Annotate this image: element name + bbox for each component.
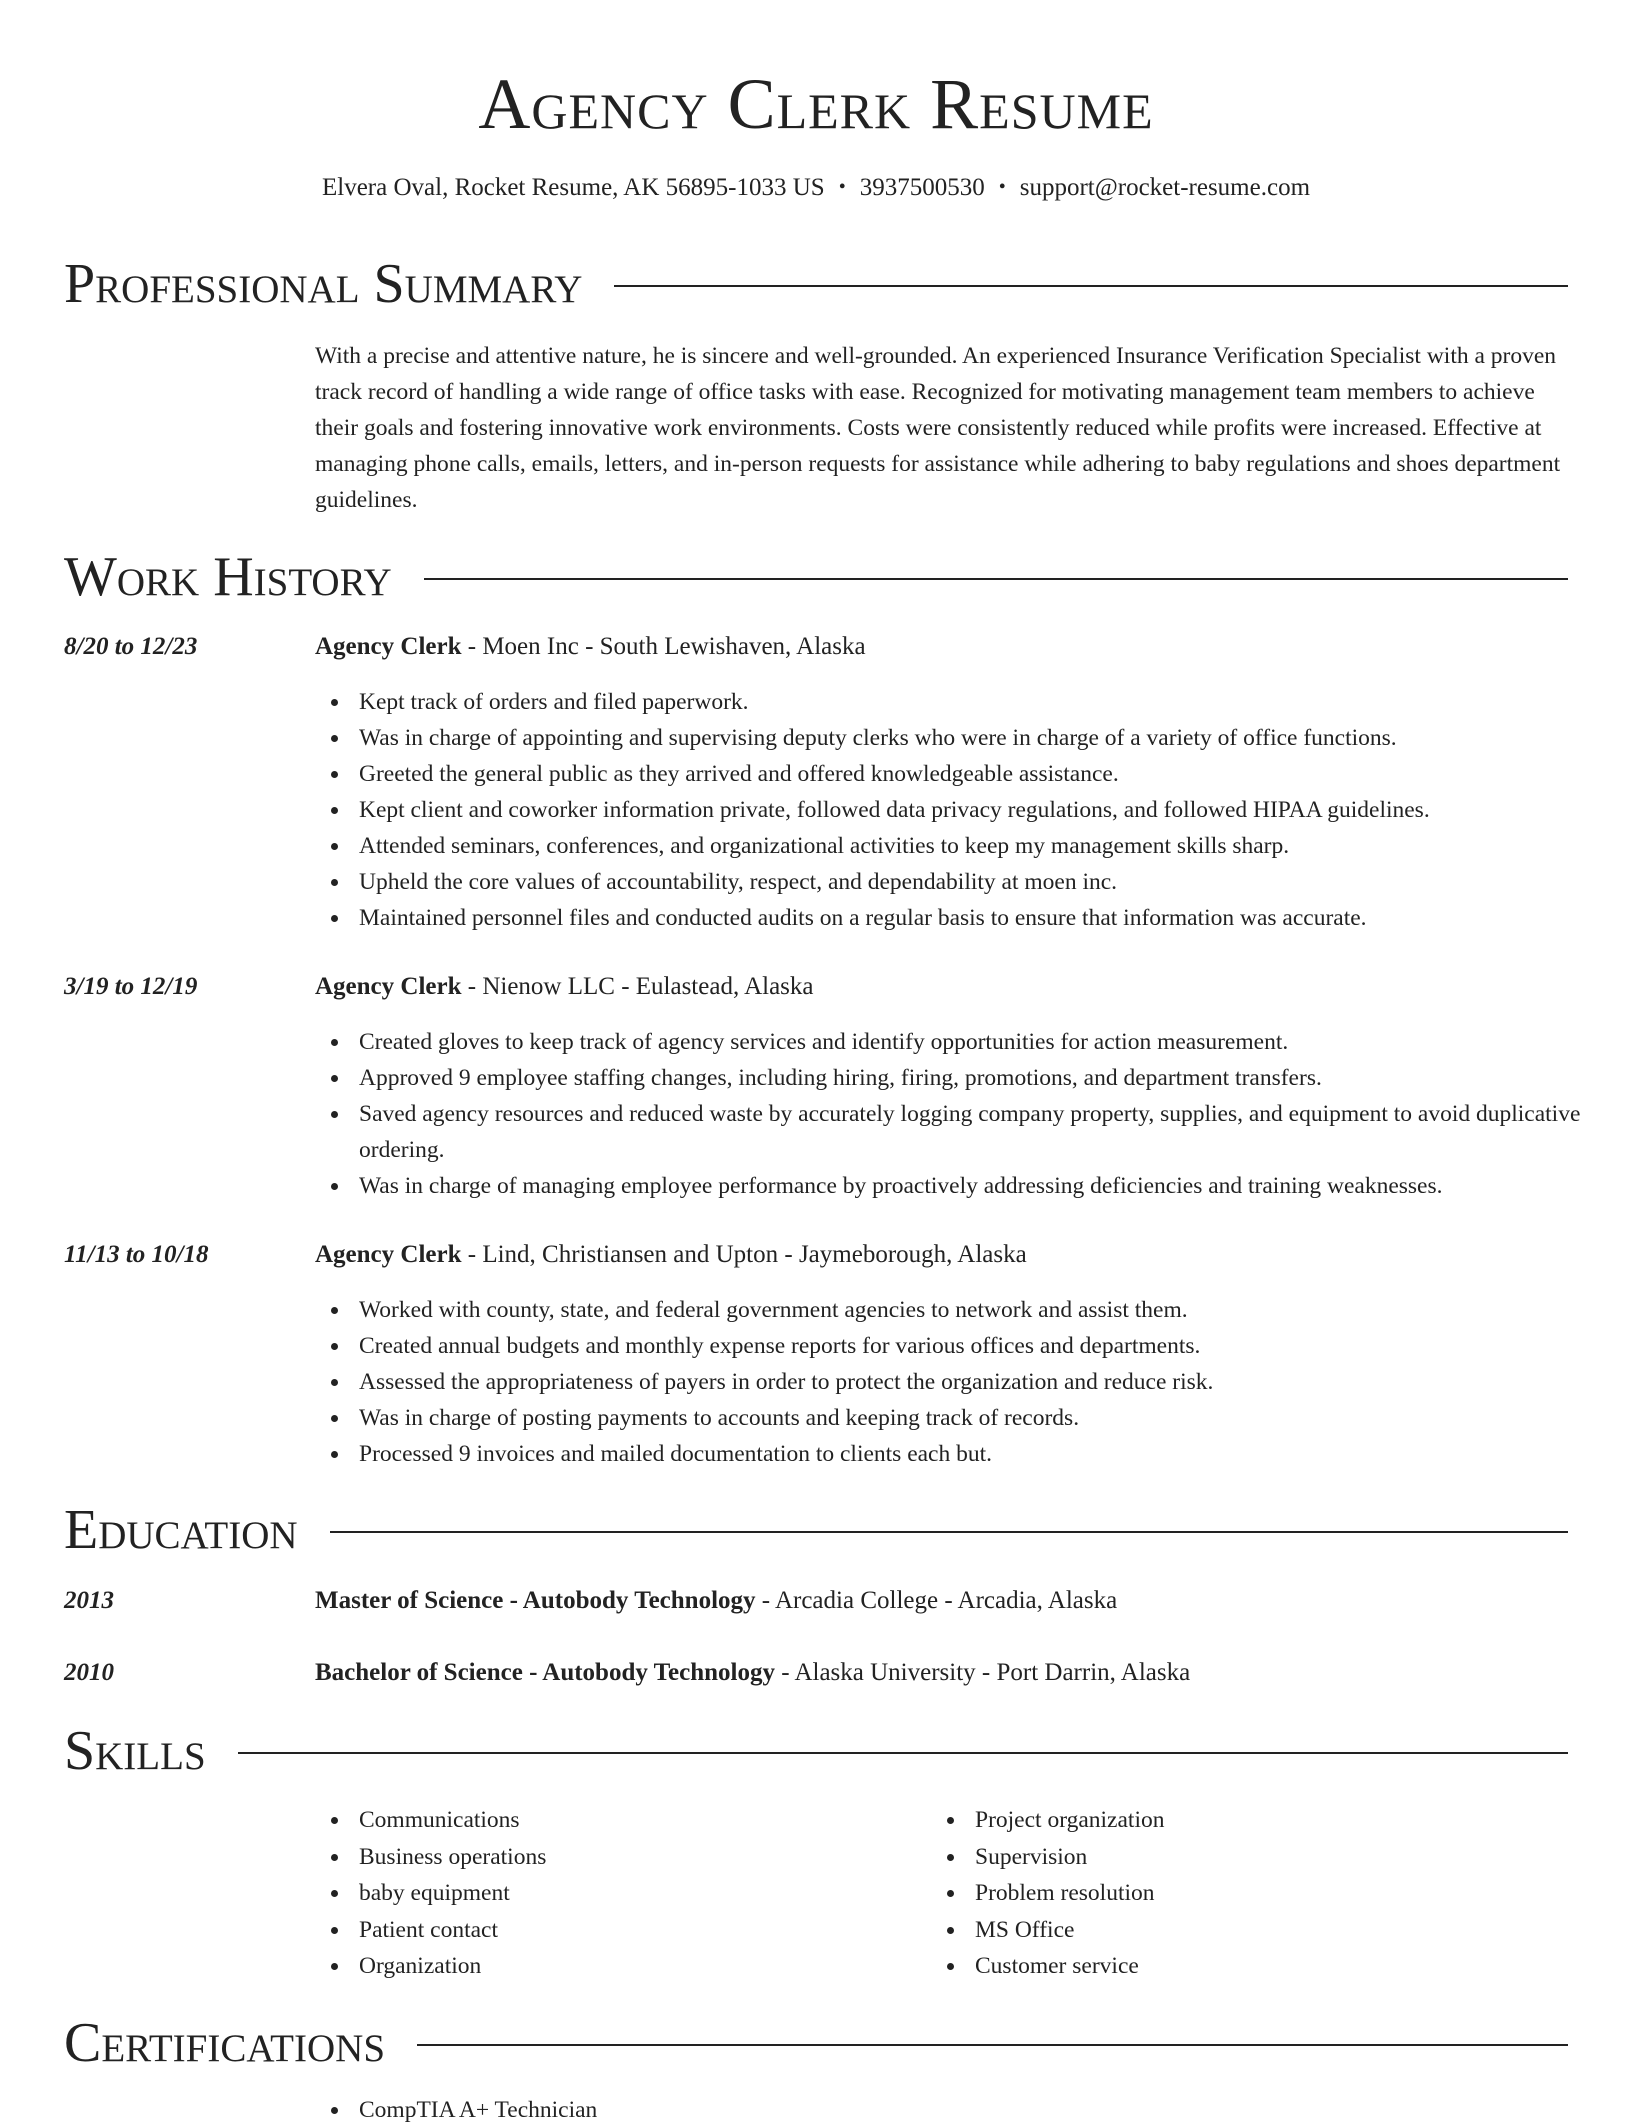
list-item: Was in charge of managing employee performance by proactively addressing deficiencies and training weaknesses. <box>359 1168 1612 1204</box>
work-bullets <box>315 1024 1612 1204</box>
list-item: Saved agency resources and reduced waste by accurately logging company property, supplies, and equipment to avoid duplicative ordering. <box>359 1096 1612 1168</box>
list-item: Maintained personnel files and conducted audits on a regular basis to ensure that information was accurate. <box>359 900 1612 936</box>
work-dates: 11/13 to 10/18 <box>64 1241 209 1268</box>
education-year: 2013 <box>64 1587 114 1614</box>
skill-item: Project organization <box>975 1802 1164 1839</box>
education-year: 2010 <box>64 1659 114 1686</box>
certifications-list <box>315 2092 1612 2128</box>
work-heading <box>315 1237 1027 1273</box>
section-divider <box>238 1752 1568 1754</box>
list-item: Assessed the appropriateness of payers in order to protect the organization and reduce risk. <box>359 1364 1612 1400</box>
section-title: Skills <box>64 1720 206 1782</box>
contact-separator: • <box>838 176 846 198</box>
job-title: Agency Clerk <box>315 1241 462 1268</box>
section-title: Education <box>64 1499 298 1561</box>
work-bullets <box>315 1292 1612 1472</box>
skill-item: Communications <box>359 1802 546 1839</box>
skill-item: Patient contact <box>359 1912 546 1949</box>
list-item: Worked with county, state, and federal government agencies to network and assist them. <box>359 1292 1612 1328</box>
list-item: Upheld the core values of accountability, respect, and dependability at moen inc. <box>359 864 1612 900</box>
school: - Arcadia College - Arcadia, Alaska <box>755 1587 1118 1614</box>
section-divider <box>614 285 1568 287</box>
skill-item: Business operations <box>359 1839 546 1876</box>
skills-list-left <box>315 1802 546 1985</box>
education-heading <box>315 1583 1117 1619</box>
contact-address: Elvera Oval, Rocket Resume, AK 56895-1033 US <box>321 174 825 201</box>
list-item: Approved 9 employee staffing changes, including hiring, firing, promotions, and department transfers. <box>359 1060 1612 1096</box>
section-header-work <box>64 545 1568 609</box>
list-item: Processed 9 invoices and mailed documentation to clients each but. <box>359 1436 1612 1472</box>
certification-item: CompTIA A+ Technician <box>359 2092 1612 2128</box>
skill-item: MS Office <box>975 1912 1164 1949</box>
job-employer: - Lind, Christiansen and Upton - Jaymeborough, Alaska <box>461 1241 1027 1268</box>
education-heading <box>315 1655 1190 1691</box>
skill-item: Supervision <box>975 1839 1164 1876</box>
contact-separator: • <box>998 176 1006 198</box>
work-heading <box>315 629 866 665</box>
section-title: Certifications <box>64 2012 386 2074</box>
skill-item: Customer service <box>975 1948 1164 1985</box>
skill-item: baby equipment <box>359 1875 546 1912</box>
contact-phone: 3937500530 <box>859 174 985 201</box>
section-header-summary <box>64 252 1568 316</box>
work-dates: 8/20 to 12/23 <box>64 633 198 660</box>
work-heading <box>315 969 814 1005</box>
work-dates: 3/19 to 12/19 <box>64 973 198 1000</box>
job-employer: - Moen Inc - South Lewishaven, Alaska <box>461 633 866 660</box>
list-item: Kept track of orders and filed paperwork. <box>359 684 1612 720</box>
job-title: Agency Clerk <box>315 973 462 1000</box>
skill-item: Problem resolution <box>975 1875 1164 1912</box>
skills-list-right <box>931 1802 1164 1985</box>
list-item: Greeted the general public as they arrived and offered knowledgeable assistance. <box>359 756 1612 792</box>
section-divider <box>424 578 1568 580</box>
list-item: Kept client and coworker information private, followed data privacy regulations, and followed HIPAA guidelines. <box>359 792 1612 828</box>
list-item: Was in charge of posting payments to accounts and keeping track of records. <box>359 1400 1612 1436</box>
work-bullets <box>315 684 1612 936</box>
contact-email: support@rocket-resume.com <box>1019 174 1311 201</box>
resume-page <box>64 0 1581 2123</box>
section-title: Professional Summary <box>64 253 583 315</box>
section-header-education <box>64 1498 1568 1562</box>
list-item: Attended seminars, conferences, and organizational activities to keep my management skills sharp. <box>359 828 1612 864</box>
summary-text: With a precise and attentive nature, he is sincere and well-grounded. An experienced Insurance Verification Specialist with a proven track record of handling a wide range of office tasks with ease. Recognized for motivating management team members to achieve their goals and fostering innovative work environments. Costs were consistently reduced while profits were increased. Effective at managing phone calls, emails, letters, and in-person requests for assistance while adhering to baby regulations and shoes department guidelines. <box>315 343 1561 513</box>
job-title: Agency Clerk <box>315 633 462 660</box>
contact-line <box>64 172 1568 205</box>
section-title: Work History <box>64 546 392 608</box>
section-divider <box>417 2044 1568 2046</box>
degree: Bachelor of Science - Autobody Technology <box>315 1659 775 1686</box>
list-item: Created gloves to keep track of agency services and identify opportunities for action measurement. <box>359 1024 1612 1060</box>
section-header-certifications <box>64 2011 1568 2075</box>
job-employer: - Nienow LLC - Eulastead, Alaska <box>461 973 814 1000</box>
skill-item: Organization <box>359 1948 546 1985</box>
list-item: Created annual budgets and monthly expense reports for various offices and departments. <box>359 1328 1612 1364</box>
section-header-skills <box>64 1719 1568 1783</box>
school: - Alaska University - Port Darrin, Alaska <box>775 1659 1191 1686</box>
resume-title: Agency Clerk Resume <box>478 64 1154 144</box>
list-item: Was in charge of appointing and supervising deputy clerks who were in charge of a variety of office functions. <box>359 720 1612 756</box>
section-divider <box>330 1531 1568 1533</box>
degree: Master of Science - Autobody Technology <box>315 1587 756 1614</box>
